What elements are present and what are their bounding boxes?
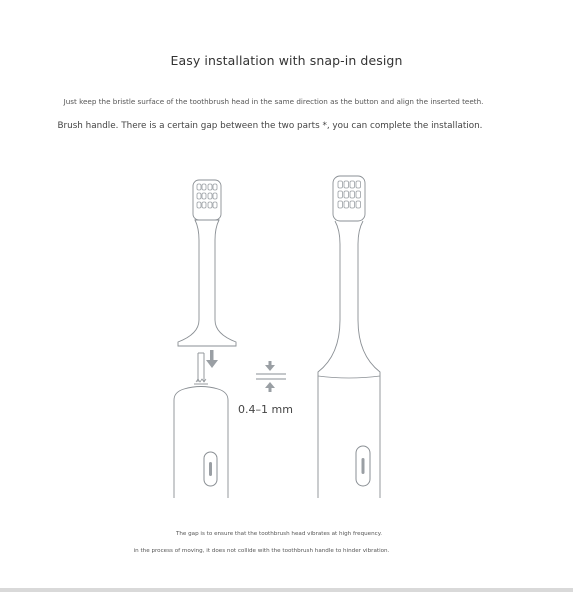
gap-arrow-down-icon bbox=[265, 361, 275, 371]
gap-measurement-label: 0.4–1 mm bbox=[238, 403, 293, 416]
instruction-line-2: Brush handle. There is a certain gap between the two parts *, you can complete the installation. bbox=[57, 121, 483, 131]
instruction-line-1: Just keep the bristle surface of the toothbrush head in the same direction as the button and align the inserted teeth. bbox=[63, 97, 484, 106]
handle-left bbox=[174, 353, 228, 498]
gap-arrow-up-icon bbox=[265, 382, 275, 392]
arrow-down-icon bbox=[206, 350, 218, 368]
gap-indicator bbox=[256, 361, 286, 392]
footnote-2: in the process of moving, it does not collide with the toothbrush handle to hinder vibration. bbox=[133, 548, 390, 554]
assembled-toothbrush bbox=[318, 176, 380, 498]
bottom-divider bbox=[0, 588, 573, 592]
footnote-1: The gap is to ensure that the toothbrush head vibrates at high frequency. bbox=[175, 531, 383, 537]
page-title: Easy installation with snap-in design bbox=[170, 53, 403, 68]
detached-brush-head bbox=[178, 180, 236, 346]
installation-illustration bbox=[160, 170, 400, 500]
